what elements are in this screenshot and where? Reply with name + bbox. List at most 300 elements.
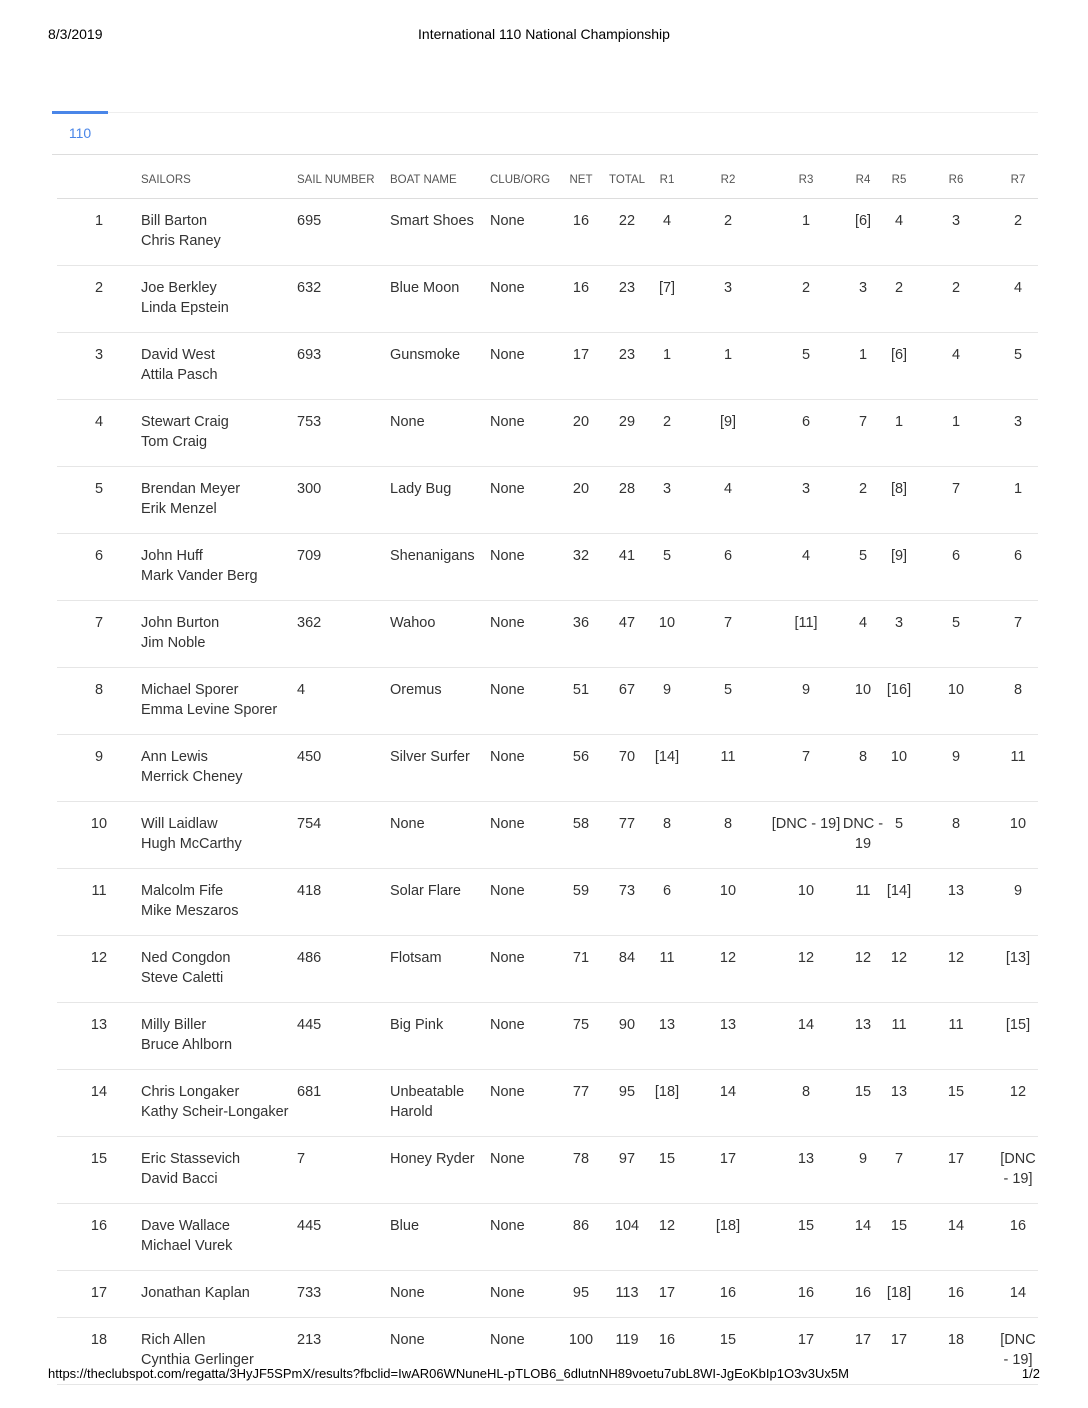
race-1-cell: 2 bbox=[648, 400, 686, 467]
race-5-cell: 5 bbox=[884, 802, 914, 869]
race-3-cell: 3 bbox=[770, 467, 842, 534]
rank-cell: 4 bbox=[57, 400, 141, 467]
boat-name-cell: Big Pink bbox=[390, 1003, 490, 1070]
table-row bbox=[57, 601, 1038, 668]
sailor-name: Jim Noble bbox=[141, 635, 206, 651]
boat-name-cell: Unbeatable Harold bbox=[390, 1070, 490, 1137]
table-row bbox=[57, 802, 1038, 869]
boat-name-cell: Gunsmoke bbox=[390, 333, 490, 400]
club-cell: None bbox=[490, 400, 556, 467]
table-row bbox=[57, 266, 1038, 333]
sailor-name: Chris Longaker bbox=[141, 1084, 240, 1100]
race-1-cell: 9 bbox=[648, 668, 686, 735]
header-r3[interactable]: R3 bbox=[770, 162, 842, 199]
race-3-cell: 5 bbox=[770, 333, 842, 400]
race-1-cell: 4 bbox=[648, 199, 686, 266]
total-cell: 29 bbox=[606, 400, 648, 467]
class-tabs bbox=[52, 112, 1038, 155]
rank-cell: 7 bbox=[57, 601, 141, 668]
race-7-cell: 8 bbox=[998, 668, 1038, 735]
race-5-cell: 17 bbox=[884, 1318, 914, 1385]
results-body bbox=[57, 199, 1038, 1385]
race-4-cell: 2 bbox=[842, 467, 884, 534]
total-cell: 70 bbox=[606, 735, 648, 802]
club-cell: None bbox=[490, 333, 556, 400]
rank-cell: 16 bbox=[57, 1204, 141, 1271]
race-1-cell: 13 bbox=[648, 1003, 686, 1070]
race-3-cell: 14 bbox=[770, 1003, 842, 1070]
tab-110[interactable]: 110 bbox=[52, 111, 108, 152]
print-date: 8/3/2019 bbox=[48, 26, 103, 42]
race-7-cell: 16 bbox=[998, 1204, 1038, 1271]
race-3-cell: 1 bbox=[770, 199, 842, 266]
boat-name-cell: Lady Bug bbox=[390, 467, 490, 534]
net-cell: 17 bbox=[556, 333, 606, 400]
boat-name-cell: Solar Flare bbox=[390, 869, 490, 936]
race-6-cell: 17 bbox=[914, 1137, 998, 1204]
sailor-name: Linda Epstein bbox=[141, 300, 229, 316]
race-4-cell: 17 bbox=[842, 1318, 884, 1385]
sailors-cell bbox=[141, 802, 297, 869]
race-7-cell: 5 bbox=[998, 333, 1038, 400]
sailor-name: Chris Raney bbox=[141, 233, 221, 249]
race-7-cell: 9 bbox=[998, 869, 1038, 936]
sailor-name: Malcolm Fife bbox=[141, 883, 224, 899]
race-4-cell: 13 bbox=[842, 1003, 884, 1070]
race-7-cell: [DNC - 19] bbox=[998, 1318, 1038, 1385]
race-6-cell: 5 bbox=[914, 601, 998, 668]
race-1-cell: 11 bbox=[648, 936, 686, 1003]
page-title: International 110 National Championship bbox=[418, 26, 670, 42]
club-cell: None bbox=[490, 735, 556, 802]
race-7-cell: [13] bbox=[998, 936, 1038, 1003]
race-4-cell: 4 bbox=[842, 601, 884, 668]
sailors-cell bbox=[141, 735, 297, 802]
sailor-name: David Bacci bbox=[141, 1171, 218, 1187]
table-row bbox=[57, 1204, 1038, 1271]
sailor-name: Dave Wallace bbox=[141, 1218, 230, 1234]
sailor-name: Eric Stassevich bbox=[141, 1151, 241, 1167]
sailor-name: Brendan Meyer bbox=[141, 481, 241, 497]
race-4-cell: 5 bbox=[842, 534, 884, 601]
race-4-cell: DNC - 19 bbox=[842, 802, 884, 869]
race-5-cell: [14] bbox=[884, 869, 914, 936]
race-6-cell: 1 bbox=[914, 400, 998, 467]
rank-cell: 1 bbox=[57, 199, 141, 266]
race-1-cell: 17 bbox=[648, 1271, 686, 1318]
club-cell: None bbox=[490, 199, 556, 266]
rank-cell: 3 bbox=[57, 333, 141, 400]
net-cell: 56 bbox=[556, 735, 606, 802]
rank-cell: 6 bbox=[57, 534, 141, 601]
header-r2[interactable]: R2 bbox=[686, 162, 770, 199]
net-cell: 95 bbox=[556, 1271, 606, 1318]
boat-name-cell: Wahoo bbox=[390, 601, 490, 668]
race-4-cell: 9 bbox=[842, 1137, 884, 1204]
race-3-cell: 6 bbox=[770, 400, 842, 467]
club-cell: None bbox=[490, 1137, 556, 1204]
race-1-cell: [18] bbox=[648, 1070, 686, 1137]
total-cell: 95 bbox=[606, 1070, 648, 1137]
race-4-cell: 11 bbox=[842, 869, 884, 936]
total-cell: 104 bbox=[606, 1204, 648, 1271]
club-cell: None bbox=[490, 668, 556, 735]
total-cell: 119 bbox=[606, 1318, 648, 1385]
header-boat-name[interactable]: BOAT NAME bbox=[390, 162, 490, 199]
race-1-cell: [14] bbox=[648, 735, 686, 802]
sailor-name: Joe Berkley bbox=[141, 280, 217, 296]
race-6-cell: 18 bbox=[914, 1318, 998, 1385]
sailors-cell bbox=[141, 1271, 297, 1318]
table-row bbox=[57, 1003, 1038, 1070]
race-3-cell: 13 bbox=[770, 1137, 842, 1204]
net-cell: 20 bbox=[556, 400, 606, 467]
page-url: https://theclubspot.com/regatta/3HyJF5SPmX/results?fbclid=IwAR06WNuneHL-pTLOB6_6dlutnNH89voetu7ubL8WI-JgEoKbIp1O3v3Ux5M bbox=[48, 1366, 849, 1381]
race-5-cell: 10 bbox=[884, 735, 914, 802]
page-number: 1/2 bbox=[1021, 1366, 1040, 1381]
sail-number-cell: 418 bbox=[297, 869, 390, 936]
race-6-cell: 6 bbox=[914, 534, 998, 601]
sailor-name: Mark Vander Berg bbox=[141, 568, 258, 584]
rank-cell: 12 bbox=[57, 936, 141, 1003]
race-6-cell: 14 bbox=[914, 1204, 998, 1271]
sail-number-cell: 695 bbox=[297, 199, 390, 266]
race-1-cell: 3 bbox=[648, 467, 686, 534]
race-5-cell: 3 bbox=[884, 601, 914, 668]
total-cell: 22 bbox=[606, 199, 648, 266]
sailors-cell bbox=[141, 936, 297, 1003]
rank-cell: 9 bbox=[57, 735, 141, 802]
sail-number-cell: 486 bbox=[297, 936, 390, 1003]
race-7-cell: 6 bbox=[998, 534, 1038, 601]
race-3-cell: 4 bbox=[770, 534, 842, 601]
total-cell: 28 bbox=[606, 467, 648, 534]
sailor-name: Bill Barton bbox=[141, 213, 208, 229]
sail-number-cell: 753 bbox=[297, 400, 390, 467]
race-5-cell: 1 bbox=[884, 400, 914, 467]
race-2-cell: 2 bbox=[686, 199, 770, 266]
race-2-cell: 16 bbox=[686, 1271, 770, 1318]
boat-name-cell: Honey Ryder bbox=[390, 1137, 490, 1204]
net-cell: 59 bbox=[556, 869, 606, 936]
net-cell: 16 bbox=[556, 199, 606, 266]
boat-name-cell: None bbox=[390, 1318, 490, 1385]
header-r5[interactable]: R5 bbox=[884, 162, 914, 199]
sailor-name: Ann Lewis bbox=[141, 749, 208, 765]
sailor-name: Hugh McCarthy bbox=[141, 836, 242, 852]
race-7-cell: 10 bbox=[998, 802, 1038, 869]
rank-cell: 18 bbox=[57, 1318, 141, 1385]
race-4-cell: 14 bbox=[842, 1204, 884, 1271]
net-cell: 71 bbox=[556, 936, 606, 1003]
sail-number-cell: 733 bbox=[297, 1271, 390, 1318]
race-2-cell: 5 bbox=[686, 668, 770, 735]
race-3-cell: 10 bbox=[770, 869, 842, 936]
sail-number-cell: 445 bbox=[297, 1003, 390, 1070]
total-cell: 67 bbox=[606, 668, 648, 735]
total-cell: 23 bbox=[606, 266, 648, 333]
total-cell: 47 bbox=[606, 601, 648, 668]
race-5-cell: 7 bbox=[884, 1137, 914, 1204]
print-header bbox=[0, 26, 1088, 46]
header-net[interactable]: NET bbox=[556, 162, 606, 199]
race-2-cell: 13 bbox=[686, 1003, 770, 1070]
table-row bbox=[57, 869, 1038, 936]
race-1-cell: 12 bbox=[648, 1204, 686, 1271]
race-6-cell: 2 bbox=[914, 266, 998, 333]
boat-name-cell: Shenanigans bbox=[390, 534, 490, 601]
header-club[interactable]: CLUB/ORG bbox=[490, 162, 556, 199]
race-1-cell: 5 bbox=[648, 534, 686, 601]
sailors-cell bbox=[141, 1204, 297, 1271]
table-row bbox=[57, 199, 1038, 266]
sailor-name: Jonathan Kaplan bbox=[141, 1285, 250, 1301]
boat-name-cell: None bbox=[390, 400, 490, 467]
race-5-cell: [9] bbox=[884, 534, 914, 601]
net-cell: 32 bbox=[556, 534, 606, 601]
race-2-cell: 11 bbox=[686, 735, 770, 802]
sailors-cell bbox=[141, 400, 297, 467]
sailor-name: David West bbox=[141, 347, 215, 363]
sailor-name: Kathy Scheir-Longaker bbox=[141, 1104, 289, 1120]
sailor-name: Emma Levine Sporer bbox=[141, 702, 278, 718]
sailor-name: John Burton bbox=[141, 615, 220, 631]
race-4-cell: 10 bbox=[842, 668, 884, 735]
table-row bbox=[57, 668, 1038, 735]
sail-number-cell: 450 bbox=[297, 735, 390, 802]
race-1-cell: 15 bbox=[648, 1137, 686, 1204]
race-7-cell: [DNC - 19] bbox=[998, 1137, 1038, 1204]
club-cell: None bbox=[490, 1003, 556, 1070]
race-7-cell: 7 bbox=[998, 601, 1038, 668]
race-5-cell: 2 bbox=[884, 266, 914, 333]
rank-cell: 17 bbox=[57, 1271, 141, 1318]
sail-number-cell: 681 bbox=[297, 1070, 390, 1137]
total-cell: 73 bbox=[606, 869, 648, 936]
race-5-cell: [8] bbox=[884, 467, 914, 534]
sailor-name: Cynthia Gerlinger bbox=[141, 1352, 254, 1368]
club-cell: None bbox=[490, 1271, 556, 1318]
race-4-cell: 16 bbox=[842, 1271, 884, 1318]
total-cell: 84 bbox=[606, 936, 648, 1003]
net-cell: 36 bbox=[556, 601, 606, 668]
race-2-cell: [18] bbox=[686, 1204, 770, 1271]
sailors-cell bbox=[141, 199, 297, 266]
table-row bbox=[57, 1070, 1038, 1137]
table-row bbox=[57, 400, 1038, 467]
race-2-cell: 7 bbox=[686, 601, 770, 668]
race-3-cell: 16 bbox=[770, 1271, 842, 1318]
race-3-cell: 17 bbox=[770, 1318, 842, 1385]
table-row bbox=[57, 1271, 1038, 1318]
sailor-name: John Huff bbox=[141, 548, 203, 564]
sail-number-cell: 4 bbox=[297, 668, 390, 735]
race-5-cell: [6] bbox=[884, 333, 914, 400]
race-1-cell: 8 bbox=[648, 802, 686, 869]
rank-cell: 2 bbox=[57, 266, 141, 333]
sail-number-cell: 693 bbox=[297, 333, 390, 400]
table-row bbox=[57, 534, 1038, 601]
race-2-cell: 15 bbox=[686, 1318, 770, 1385]
club-cell: None bbox=[490, 1318, 556, 1385]
sail-number-cell: 754 bbox=[297, 802, 390, 869]
sailors-cell bbox=[141, 668, 297, 735]
rank-cell: 5 bbox=[57, 467, 141, 534]
net-cell: 75 bbox=[556, 1003, 606, 1070]
club-cell: None bbox=[490, 534, 556, 601]
boat-name-cell: Blue Moon bbox=[390, 266, 490, 333]
header-sail-number[interactable]: SAIL NUMBER bbox=[297, 162, 390, 199]
race-2-cell: 4 bbox=[686, 467, 770, 534]
boat-name-cell: Flotsam bbox=[390, 936, 490, 1003]
race-6-cell: 16 bbox=[914, 1271, 998, 1318]
race-6-cell: 8 bbox=[914, 802, 998, 869]
race-5-cell: 13 bbox=[884, 1070, 914, 1137]
race-4-cell: 1 bbox=[842, 333, 884, 400]
club-cell: None bbox=[490, 266, 556, 333]
race-3-cell: [11] bbox=[770, 601, 842, 668]
header-r4[interactable]: R4 bbox=[842, 162, 884, 199]
net-cell: 100 bbox=[556, 1318, 606, 1385]
race-4-cell: 8 bbox=[842, 735, 884, 802]
sailors-cell bbox=[141, 333, 297, 400]
race-6-cell: 13 bbox=[914, 869, 998, 936]
race-3-cell: 2 bbox=[770, 266, 842, 333]
club-cell: None bbox=[490, 1204, 556, 1271]
race-6-cell: 4 bbox=[914, 333, 998, 400]
race-3-cell: 7 bbox=[770, 735, 842, 802]
boat-name-cell: None bbox=[390, 1271, 490, 1318]
header-r7[interactable]: R7 bbox=[998, 162, 1038, 199]
race-6-cell: 9 bbox=[914, 735, 998, 802]
club-cell: None bbox=[490, 467, 556, 534]
sail-number-cell: 7 bbox=[297, 1137, 390, 1204]
sailor-name: Stewart Craig bbox=[141, 414, 229, 430]
rank-cell: 10 bbox=[57, 802, 141, 869]
sailor-name: Bruce Ahlborn bbox=[141, 1037, 233, 1053]
sailor-name: Erik Menzel bbox=[141, 501, 217, 517]
race-4-cell: [6] bbox=[842, 199, 884, 266]
sailors-cell bbox=[141, 1137, 297, 1204]
sail-number-cell: 445 bbox=[297, 1204, 390, 1271]
total-cell: 113 bbox=[606, 1271, 648, 1318]
sailors-cell bbox=[141, 869, 297, 936]
sailors-cell bbox=[141, 534, 297, 601]
table-row bbox=[57, 1137, 1038, 1204]
race-7-cell: [15] bbox=[998, 1003, 1038, 1070]
race-3-cell: [DNC - 19] bbox=[770, 802, 842, 869]
sailor-name: Tom Craig bbox=[141, 434, 208, 450]
race-1-cell: [7] bbox=[648, 266, 686, 333]
race-4-cell: 7 bbox=[842, 400, 884, 467]
race-6-cell: 7 bbox=[914, 467, 998, 534]
race-5-cell: [16] bbox=[884, 668, 914, 735]
boat-name-cell: None bbox=[390, 802, 490, 869]
race-7-cell: 3 bbox=[998, 400, 1038, 467]
net-cell: 86 bbox=[556, 1204, 606, 1271]
race-6-cell: 12 bbox=[914, 936, 998, 1003]
sailor-name: Steve Caletti bbox=[141, 970, 224, 986]
boat-name-cell: Smart Shoes bbox=[390, 199, 490, 266]
race-7-cell: 2 bbox=[998, 199, 1038, 266]
race-5-cell: 15 bbox=[884, 1204, 914, 1271]
club-cell: None bbox=[490, 802, 556, 869]
race-2-cell: 1 bbox=[686, 333, 770, 400]
club-cell: None bbox=[490, 601, 556, 668]
table-row bbox=[57, 936, 1038, 1003]
sailors-cell bbox=[141, 1003, 297, 1070]
sailor-name: Attila Pasch bbox=[141, 367, 218, 383]
race-2-cell: 10 bbox=[686, 869, 770, 936]
race-3-cell: 8 bbox=[770, 1070, 842, 1137]
results-table bbox=[57, 162, 1038, 1385]
race-2-cell: [9] bbox=[686, 400, 770, 467]
sailors-cell bbox=[141, 467, 297, 534]
sailors-cell bbox=[141, 601, 297, 668]
table-row bbox=[57, 333, 1038, 400]
race-6-cell: 3 bbox=[914, 199, 998, 266]
sail-number-cell: 709 bbox=[297, 534, 390, 601]
race-1-cell: 6 bbox=[648, 869, 686, 936]
boat-name-cell: Silver Surfer bbox=[390, 735, 490, 802]
race-2-cell: 3 bbox=[686, 266, 770, 333]
race-7-cell: 14 bbox=[998, 1271, 1038, 1318]
table-row bbox=[57, 467, 1038, 534]
total-cell: 23 bbox=[606, 333, 648, 400]
header-total[interactable]: TOTAL bbox=[606, 162, 648, 199]
header-r1[interactable]: R1 bbox=[648, 162, 686, 199]
sailors-cell bbox=[141, 1070, 297, 1137]
race-6-cell: 10 bbox=[914, 668, 998, 735]
total-cell: 97 bbox=[606, 1137, 648, 1204]
sail-number-cell: 632 bbox=[297, 266, 390, 333]
net-cell: 51 bbox=[556, 668, 606, 735]
header-r6[interactable]: R6 bbox=[914, 162, 998, 199]
boat-name-cell: Blue bbox=[390, 1204, 490, 1271]
sailor-name: Milly Biller bbox=[141, 1017, 207, 1033]
race-7-cell: 4 bbox=[998, 266, 1038, 333]
sailor-name: Ned Congdon bbox=[141, 950, 231, 966]
race-5-cell: 12 bbox=[884, 936, 914, 1003]
race-2-cell: 8 bbox=[686, 802, 770, 869]
net-cell: 78 bbox=[556, 1137, 606, 1204]
race-7-cell: 11 bbox=[998, 735, 1038, 802]
sailor-name: Michael Vurek bbox=[141, 1238, 233, 1254]
club-cell: None bbox=[490, 936, 556, 1003]
race-6-cell: 15 bbox=[914, 1070, 998, 1137]
sailor-name: Michael Sporer bbox=[141, 682, 239, 698]
race-3-cell: 15 bbox=[770, 1204, 842, 1271]
race-4-cell: 3 bbox=[842, 266, 884, 333]
race-3-cell: 9 bbox=[770, 668, 842, 735]
rank-cell: 13 bbox=[57, 1003, 141, 1070]
race-1-cell: 10 bbox=[648, 601, 686, 668]
sail-number-cell: 213 bbox=[297, 1318, 390, 1385]
sailor-name: Will Laidlaw bbox=[141, 816, 218, 832]
sail-number-cell: 300 bbox=[297, 467, 390, 534]
race-4-cell: 15 bbox=[842, 1070, 884, 1137]
net-cell: 58 bbox=[556, 802, 606, 869]
club-cell: None bbox=[490, 1070, 556, 1137]
sailor-name: Merrick Cheney bbox=[141, 769, 243, 785]
table-row bbox=[57, 735, 1038, 802]
total-cell: 77 bbox=[606, 802, 648, 869]
header-sailors[interactable]: SAILORS bbox=[141, 162, 297, 199]
header-row bbox=[57, 162, 1038, 199]
race-1-cell: 1 bbox=[648, 333, 686, 400]
net-cell: 20 bbox=[556, 467, 606, 534]
total-cell: 41 bbox=[606, 534, 648, 601]
